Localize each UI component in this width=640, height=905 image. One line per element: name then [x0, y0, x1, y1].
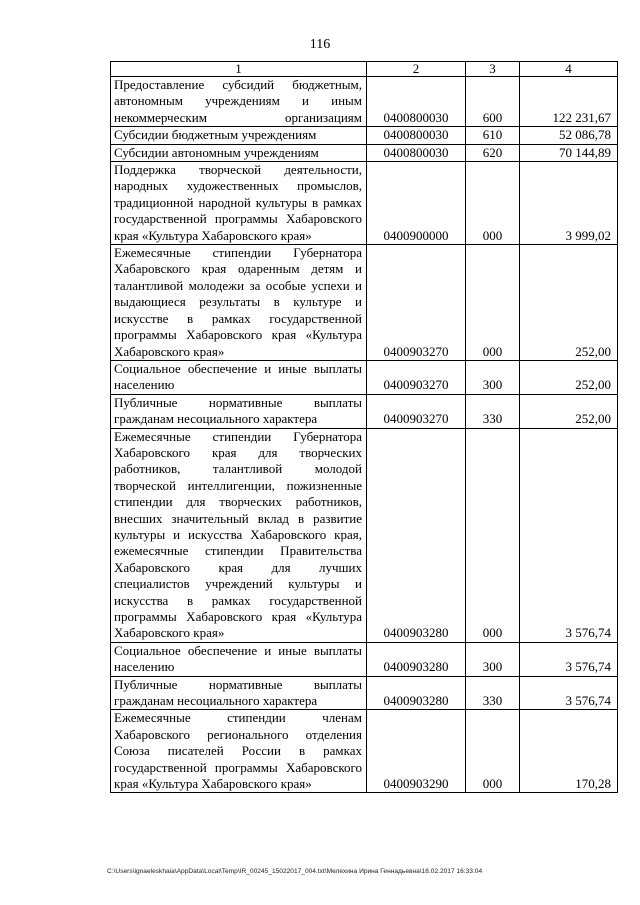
row-amount: 252,00 — [520, 394, 618, 428]
table-row — [111, 360, 618, 394]
table-row — [111, 710, 618, 793]
row-expense-type: 300 — [466, 642, 520, 676]
row-description: Субсидии бюджетным учреждениям — [111, 127, 367, 144]
row-description: Социальное обеспечение и иные выплаты населению — [111, 360, 367, 394]
row-description: Социальное обеспечение и иные выплаты населению — [111, 642, 367, 676]
table-row — [111, 144, 618, 161]
table-row — [111, 428, 618, 642]
row-description: Ежемесячные стипендии Губернатора Хабаровского края для творческих работников, талантливой молодой творческой интеллигенции, пожизненные стипендии для творческих работников, внесших значительный вклад в развитие культуры и искусства Хабаровского края, ежемесячные стипендии Правительства Хабаровского края для лучших специалистов учреждений культуры и искусства в рамках государственной программы Хабаровского края «Культура Хабаровского края» — [111, 428, 367, 642]
row-target-code: 0400800030 — [367, 127, 466, 144]
row-description: Предоставление субсидий бюджетным, автономным учреждениям и иным некоммерческим организациям — [111, 77, 367, 127]
row-amount: 70 144,89 — [520, 144, 618, 161]
row-amount: 3 576,74 — [520, 642, 618, 676]
row-amount: 3 999,02 — [520, 162, 618, 245]
row-description: Поддержка творческой деятельности, народных художественных промыслов, традиционной народной культуры в рамках государственной программы Хабаровского края «Культура Хабаровского края» — [111, 162, 367, 245]
row-target-code: 0400800030 — [367, 77, 466, 127]
row-expense-type: 000 — [466, 245, 520, 361]
row-target-code: 0400903270 — [367, 394, 466, 428]
column-header: 4 — [520, 62, 618, 77]
row-expense-type: 300 — [466, 360, 520, 394]
table-row — [111, 127, 618, 144]
row-amount: 52 086,78 — [520, 127, 618, 144]
column-header: 3 — [466, 62, 520, 77]
row-target-code: 0400903280 — [367, 428, 466, 642]
footer-file-path: C:\Users\ignaeleskhaia\AppData\Local\Temp\IR_00245_15022017_004.txt\Мелехина Ирина Геннадьевна\16.02.2017 16:33:04 — [107, 868, 483, 875]
row-amount: 252,00 — [520, 360, 618, 394]
column-header: 2 — [367, 62, 466, 77]
row-description: Публичные нормативные выплаты гражданам несоциального характера — [111, 394, 367, 428]
row-expense-type: 610 — [466, 127, 520, 144]
row-amount: 170,28 — [520, 710, 618, 793]
budget-table — [110, 61, 618, 793]
column-header: 1 — [111, 62, 367, 77]
table-row — [111, 162, 618, 245]
table-row — [111, 394, 618, 428]
row-description: Субсидии автономным учреждениям — [111, 144, 367, 161]
row-expense-type: 600 — [466, 77, 520, 127]
table-header-row — [111, 62, 618, 77]
row-amount: 252,00 — [520, 245, 618, 361]
table-row — [111, 676, 618, 710]
row-target-code: 0400903270 — [367, 360, 466, 394]
row-target-code: 0400903280 — [367, 676, 466, 710]
table-row — [111, 642, 618, 676]
row-amount: 3 576,74 — [520, 676, 618, 710]
row-description: Ежемесячные стипендии членам Хабаровского регионального отделения Союза писателей России в рамках государственной программы Хабаровского края «Культура Хабаровского края» — [111, 710, 367, 793]
row-target-code: 0400900000 — [367, 162, 466, 245]
row-target-code: 0400903270 — [367, 245, 466, 361]
row-expense-type: 620 — [466, 144, 520, 161]
row-description: Публичные нормативные выплаты гражданам несоциального характера — [111, 676, 367, 710]
row-expense-type: 000 — [466, 428, 520, 642]
row-target-code: 0400903280 — [367, 642, 466, 676]
table-row — [111, 245, 618, 361]
row-target-code: 0400800030 — [367, 144, 466, 161]
row-expense-type: 330 — [466, 394, 520, 428]
table-row — [111, 77, 618, 127]
row-expense-type: 000 — [466, 710, 520, 793]
row-expense-type: 330 — [466, 676, 520, 710]
row-amount: 122 231,67 — [520, 77, 618, 127]
row-amount: 3 576,74 — [520, 428, 618, 642]
row-target-code: 0400903290 — [367, 710, 466, 793]
row-expense-type: 000 — [466, 162, 520, 245]
page-number: 116 — [309, 37, 331, 52]
row-description: Ежемесячные стипендии Губернатора Хабаровского края одаренным детям и талантливой молодежи за особые успехи и выдающиеся результаты в культуре и искусстве в рамках государственной программы Хабаровского края «Культура Хабаровского края» — [111, 245, 367, 361]
